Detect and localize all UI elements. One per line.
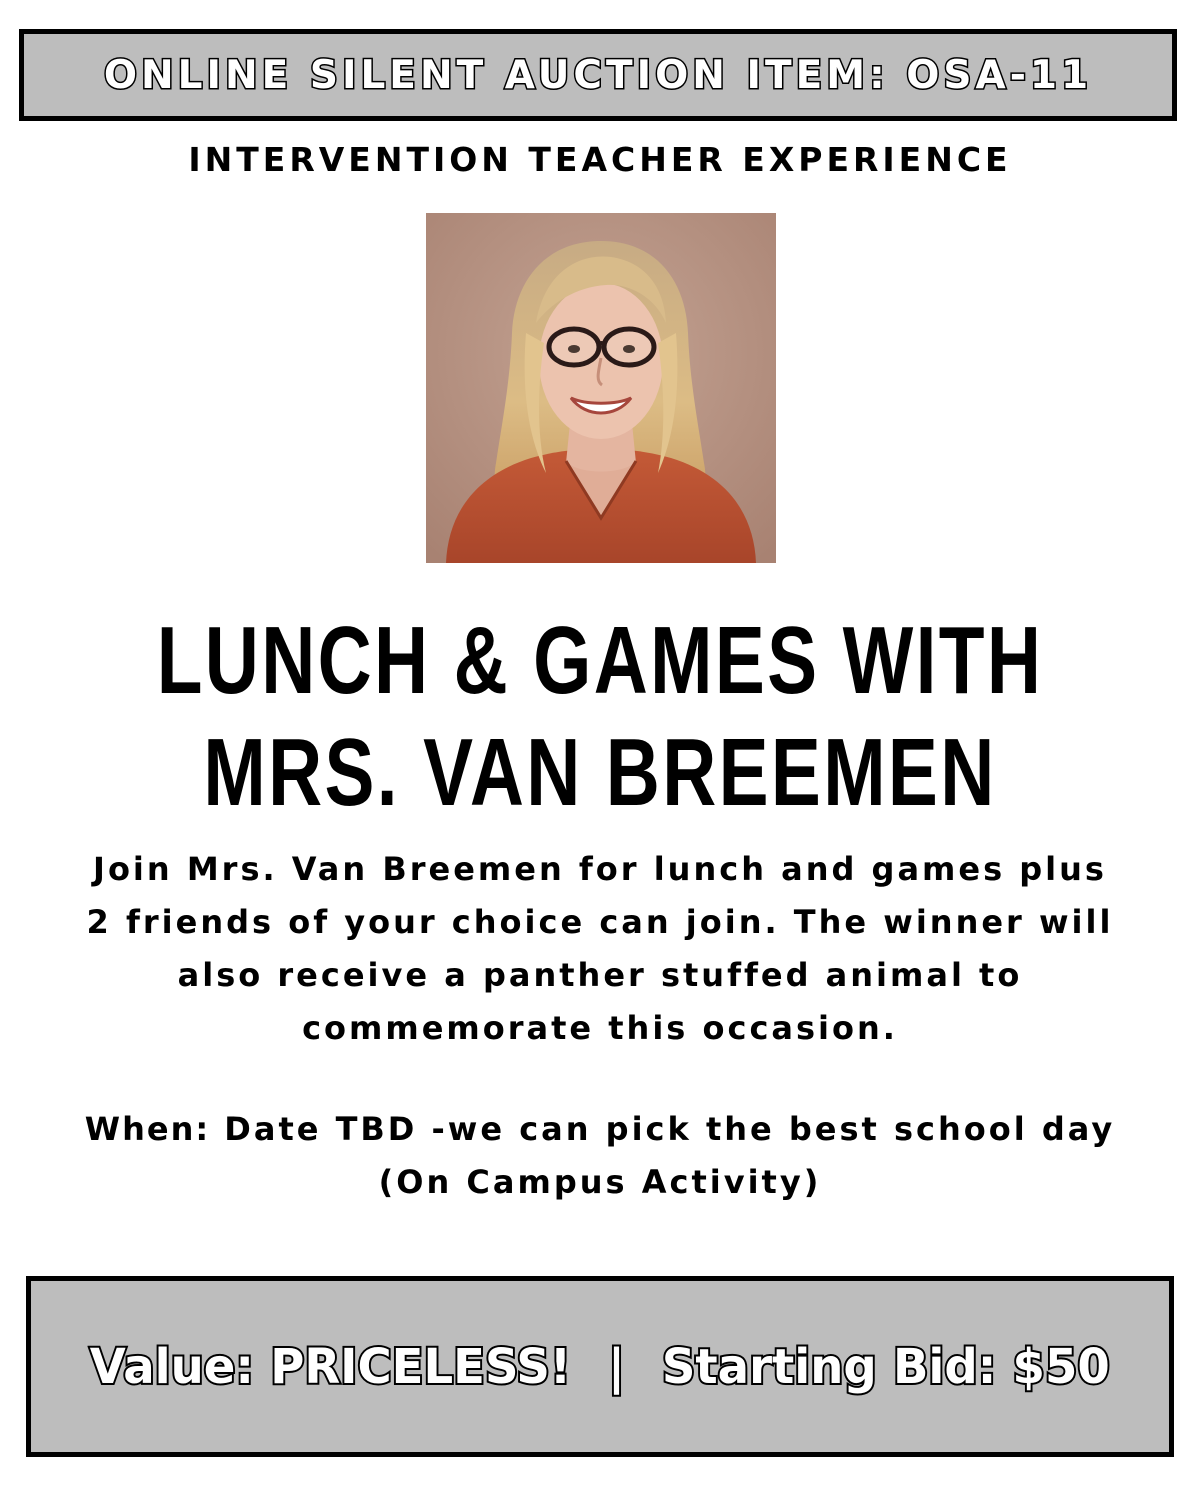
when-block bbox=[20, 1103, 1180, 1209]
when-label: When: bbox=[84, 1110, 211, 1148]
experience-subtitle: INTERVENTION TEACHER EXPERIENCE bbox=[188, 140, 1012, 179]
description-line-4: commemorate this occasion. bbox=[302, 1009, 898, 1047]
when-note: (On Campus Activity) bbox=[378, 1163, 822, 1201]
bottom-banner bbox=[26, 1276, 1174, 1457]
when-value: Date TBD -we can pick the best school day bbox=[210, 1110, 1116, 1148]
description-line-3: also receive a panther stuffed animal to bbox=[177, 956, 1023, 994]
headline-line-2: MRS. VAN BREEMEN bbox=[203, 719, 997, 826]
top-banner bbox=[19, 29, 1177, 121]
bottom-banner-text bbox=[90, 1339, 1110, 1395]
starting-bid-text: Starting Bid: $50 bbox=[662, 1338, 1110, 1395]
footer-separator: | bbox=[608, 1338, 626, 1395]
teacher-photo bbox=[426, 213, 776, 563]
description-line-2: 2 friends of your choice can join. The winner will bbox=[86, 903, 1114, 941]
headline-line-1: LUNCH & GAMES WITH bbox=[156, 607, 1044, 714]
value-text: Value: PRICELESS! bbox=[90, 1338, 572, 1395]
description-line-1: Join Mrs. Van Breemen for lunch and games plus bbox=[93, 850, 1107, 888]
description bbox=[30, 843, 1170, 1055]
when-line bbox=[20, 1103, 1180, 1156]
auction-item-label: ONLINE SILENT AUCTION ITEM: OSA-11 bbox=[103, 52, 1093, 98]
headline bbox=[132, 605, 1068, 829]
